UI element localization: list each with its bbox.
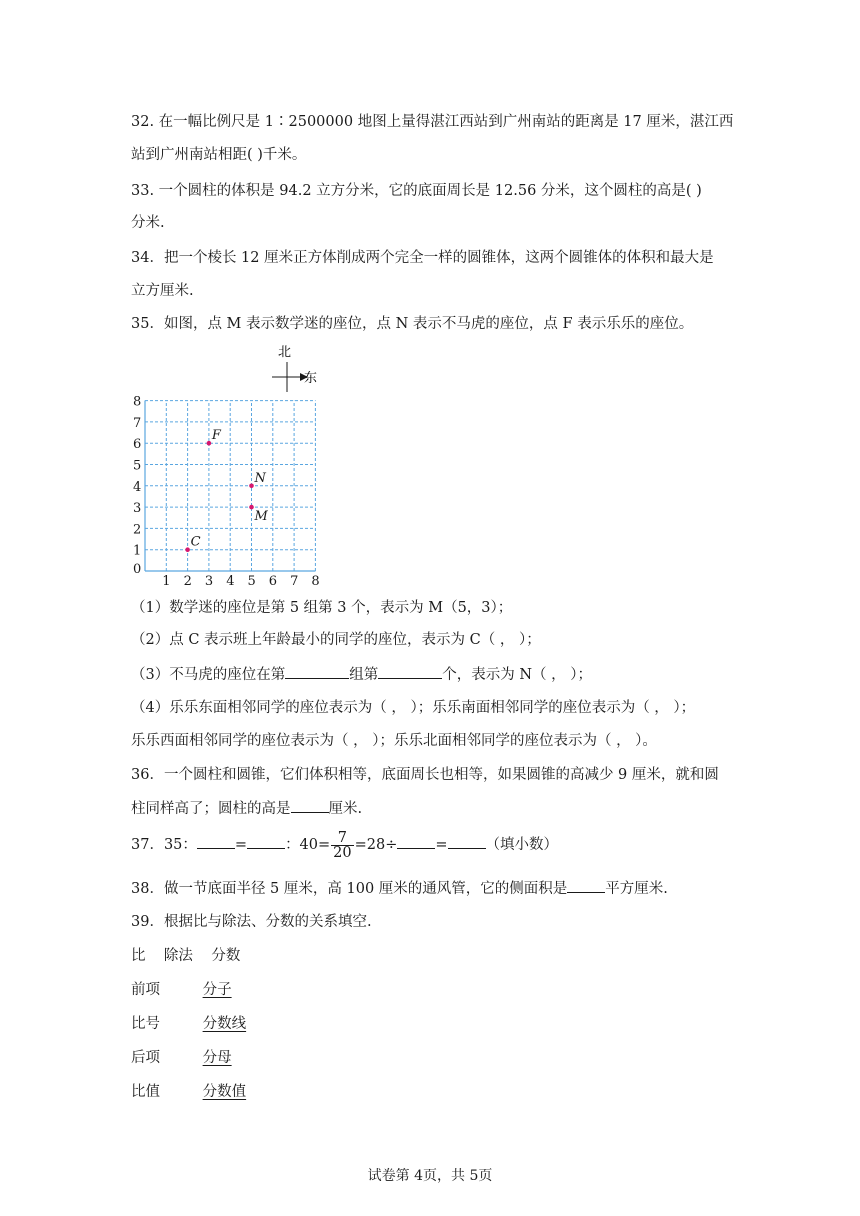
- seat-point-label: N: [254, 470, 266, 486]
- seat-point-m: [249, 505, 254, 510]
- q37-c: ：40=: [285, 837, 331, 853]
- q34-line2: 立方厘米.: [131, 283, 194, 299]
- q35-sub1: （1）数学迷的座位是第 5 组第 3 个，表示为 M（5，3）；: [131, 600, 513, 616]
- compass-north-label: 北: [278, 345, 292, 360]
- answer-blank[interactable]: [247, 834, 285, 849]
- q32-line1: 32. 在一幅比例尺是 1∶2500000 地图上量得湛江西站到广州南站的距离是 17 厘米，湛江西: [131, 114, 734, 130]
- compass-east-label: 东: [304, 371, 318, 386]
- q36-line2-a: 柱同样高了；圆柱的高是: [131, 801, 291, 817]
- x-tick-label: 2: [183, 574, 192, 589]
- x-tick-label: 5: [247, 574, 256, 589]
- y-tick-label: 8: [133, 394, 142, 410]
- q39-row-left: 前项: [131, 982, 160, 998]
- q39-row-answer: 分数线: [202, 1016, 247, 1032]
- seat-grid-figure: [128, 340, 328, 590]
- q37-b: =: [234, 837, 248, 853]
- fraction-denominator: 20: [333, 844, 352, 861]
- answer-blank[interactable]: [291, 798, 329, 813]
- seat-point-n: [249, 484, 254, 489]
- q37-d: =28÷: [354, 837, 398, 853]
- seat-point-label: C: [190, 534, 201, 550]
- answer-blank[interactable]: [567, 878, 605, 893]
- answer-blank[interactable]: [378, 664, 442, 679]
- y-tick-label: 7: [133, 415, 142, 431]
- q38-a: 38．做一节底面半径 5 厘米，高 100 厘米的通风管，它的侧面积是: [131, 881, 568, 897]
- q34-line1: 34．把一个棱长 12 厘米正方体削成两个完全一样的圆锥体，这两个圆锥体的体积和最大是: [131, 250, 714, 266]
- q33-line2: 分米.: [131, 215, 165, 231]
- fraction-numerator: 7: [331, 831, 353, 846]
- answer-blank[interactable]: [197, 834, 235, 849]
- q35-sub3: [131, 664, 592, 685]
- page-footer: 试卷第 4页，共 5页: [367, 1168, 493, 1184]
- seat-point-label: M: [254, 509, 268, 525]
- q36-line2-b: 厘米.: [328, 801, 363, 817]
- q32-line2: 站到广州南站相距( )千米。: [131, 147, 307, 163]
- q39-row-answer: 分子: [202, 982, 232, 998]
- answer-blank[interactable]: [285, 664, 349, 679]
- q39-row-left: 比值: [131, 1084, 160, 1100]
- q39-row: [131, 980, 232, 1000]
- x-tick-label: 4: [226, 574, 235, 589]
- y-tick-label: 1: [133, 543, 142, 559]
- y-tick-label: 3: [133, 501, 142, 517]
- q37-a: 37．35：: [131, 837, 197, 853]
- q36-line1: 36．一个圆柱和圆锥，它们体积相等，底面周长也相等，如果圆锥的高减少 9 厘米，就和圆: [131, 767, 719, 783]
- q39-row-left: 比号: [131, 1016, 160, 1032]
- q35-sub2: （2）点 C 表示班上年龄最小的同学的座位，表示为 C（ ， ）；: [131, 632, 541, 648]
- seat-point-c: [185, 547, 190, 552]
- fraction: [331, 831, 353, 860]
- q35-sub4b: 乐乐西面相邻同学的座位表示为（ ， ）；乐乐北面相邻同学的座位表示为（ ， ）。: [131, 733, 657, 749]
- q35-intro: 35．如图，点 M 表示数学迷的座位，点 N 表示不马虎的座位，点 F 表示乐乐的座位。: [131, 316, 694, 332]
- x-tick-label: 6: [268, 574, 278, 589]
- q39-row-answer: 分数值: [202, 1084, 247, 1100]
- q38-b: 平方厘米.: [605, 881, 668, 897]
- q39-row-left: 后项: [131, 1050, 160, 1066]
- x-tick-label: 0: [133, 562, 142, 577]
- x-tick-label: 7: [290, 574, 299, 589]
- q35-sub3-b: 组第: [349, 667, 379, 683]
- q35-sub3-a: （3）不马虎的座位在第: [131, 667, 286, 683]
- y-tick-label: 5: [133, 458, 142, 474]
- q37-f: （填小数）: [485, 837, 559, 853]
- seat-point-label: F: [211, 428, 221, 444]
- q39-row: [131, 1048, 232, 1068]
- x-tick-label: 8: [311, 574, 320, 589]
- y-tick-label: 2: [133, 522, 142, 538]
- answer-blank[interactable]: [448, 834, 486, 849]
- q36-line2: [131, 798, 362, 819]
- q39-title: 39．根据比与除法、分数的关系填空.: [131, 914, 372, 930]
- y-tick-label: 4: [133, 479, 142, 495]
- seat-point-f: [207, 441, 212, 446]
- q33-line1: 33. 一个圆柱的体积是 94.2 立方分米，它的底面周长是 12.56 分米，这个圆柱的高是( ): [131, 183, 702, 199]
- x-tick-label: 1: [162, 574, 171, 589]
- q35-sub4a: （4）乐乐东面相邻同学的座位表示为（ ， ）；乐乐南面相邻同学的座位表示为（ ， ）；: [131, 700, 696, 716]
- q35-sub3-c: 个，表示为 N（ ， ）；: [442, 667, 592, 683]
- x-tick-label: 3: [204, 574, 214, 589]
- answer-blank[interactable]: [397, 834, 435, 849]
- q37: [131, 830, 558, 860]
- compass-icon: [272, 345, 317, 392]
- q39-header: 比 除法 分数: [131, 948, 241, 964]
- q38: [131, 878, 668, 899]
- q37-e: =: [435, 837, 448, 853]
- q39-row: [131, 1082, 246, 1102]
- y-tick-label: 6: [133, 437, 142, 453]
- q39-row-answer: 分母: [202, 1050, 232, 1066]
- q39-row: [131, 1014, 246, 1034]
